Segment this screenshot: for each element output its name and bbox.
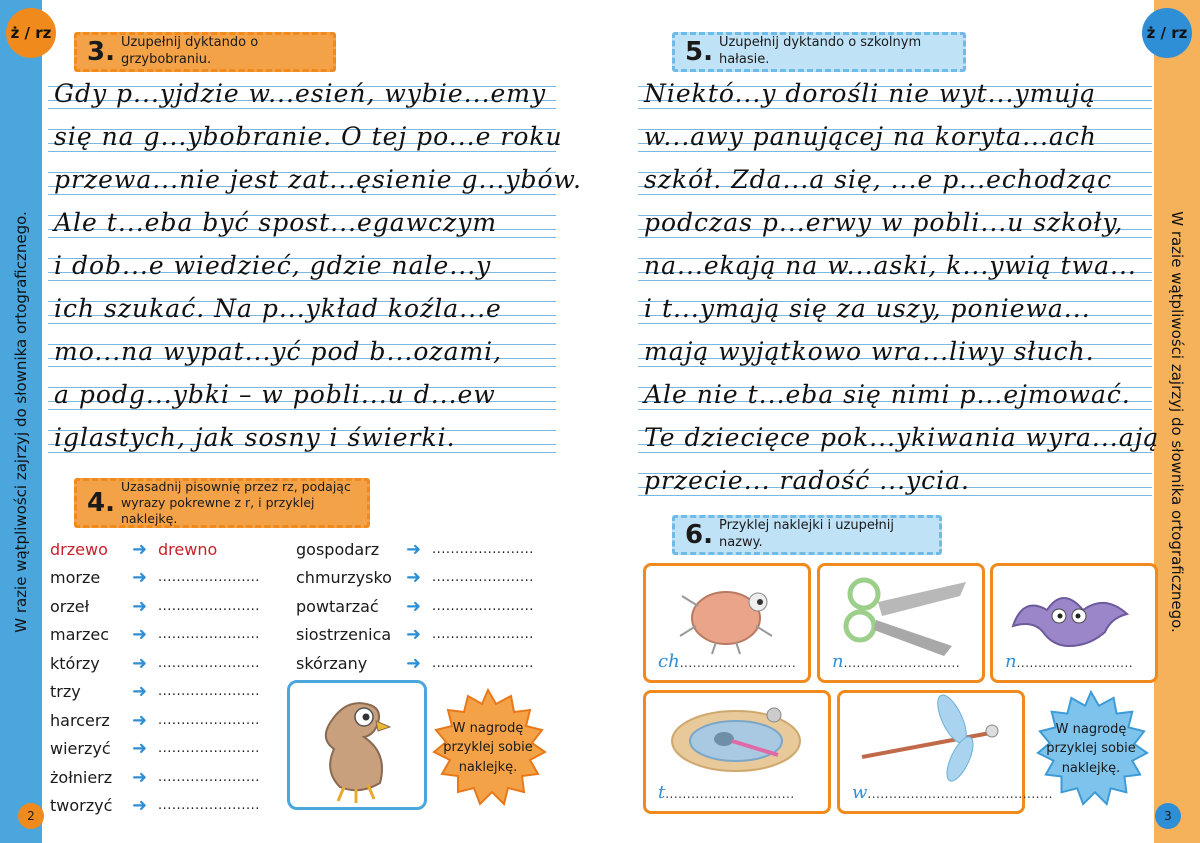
answer-start: n	[1005, 651, 1017, 672]
list-item	[50, 564, 280, 593]
list-item	[50, 535, 280, 564]
dictation-line: przecie... radość ...ycia.	[644, 466, 970, 495]
task5-header	[672, 32, 966, 72]
answer-line[interactable]	[852, 782, 1053, 803]
reward-text: W nagrodę przyklej sobie naklejkę.	[1046, 721, 1136, 776]
arrow-right-icon: ➜	[406, 624, 422, 646]
right-side-hint: W razie wątpliwości zajrzyj do słownika ortograficznego.	[1168, 210, 1186, 633]
answer-field[interactable]: ......................	[158, 741, 260, 757]
dictation-line: mają wyjątkowo wra...liwy słuch.	[644, 337, 1095, 366]
dictation-line: na...ekają na w...aski, k...ywią twa...	[644, 251, 1137, 280]
dictation-line: ich szukać. Na p...ykład koźla...e	[54, 294, 502, 323]
dictation-line: Ale nie t...eba się nimi p...ejmować.	[644, 380, 1131, 409]
dictation-line: podczas p...erwy w pobli...u szkoły,	[644, 208, 1124, 237]
reward-sticker-badge-right	[1032, 690, 1150, 808]
list-item	[50, 649, 280, 678]
answer-line[interactable]	[658, 782, 795, 803]
list-item	[50, 592, 280, 621]
arrow-right-icon: ➜	[132, 795, 148, 817]
dictation-line: Ale t...eba być spost...egawczym	[54, 208, 498, 237]
list-item	[296, 649, 560, 678]
answer-field[interactable]: ......................	[158, 684, 260, 700]
arrow-right-icon: ➜	[406, 595, 422, 617]
task3-number: 3.	[87, 37, 115, 67]
word: wierzyć	[50, 739, 111, 759]
word: marzec	[50, 625, 110, 645]
beetle-icon	[646, 566, 808, 656]
list-item	[296, 535, 560, 564]
arrow-right-icon: ➜	[132, 709, 148, 731]
word: harcerz	[50, 710, 110, 730]
arrow-right-icon: ➜	[406, 652, 422, 674]
answer-field[interactable]: ......................	[432, 570, 534, 586]
word: siostrzenica	[296, 625, 392, 645]
word: drzewo	[50, 539, 108, 559]
word: trzy	[50, 682, 81, 702]
word: skórzany	[296, 653, 368, 673]
task4-column-2	[296, 535, 560, 678]
arrow-right-icon: ➜	[132, 766, 148, 788]
arrow-right-icon: ➜	[132, 595, 148, 617]
answer-dots: ...........................	[1016, 656, 1134, 670]
page-number-left: 2	[18, 803, 44, 829]
answer-field[interactable]: ......................	[158, 570, 260, 586]
task4-number: 4.	[87, 488, 115, 518]
answer-field[interactable]: ......................	[158, 627, 260, 643]
eagle-icon	[290, 683, 424, 807]
dictation-line: przewa...nie jest zat...ęsienie g...ybów.	[54, 165, 582, 194]
task5-dictation	[638, 78, 1160, 508]
answer-line[interactable]	[832, 651, 960, 672]
task4-instruction: Uzasadnij pisownię przez rz, podając wyrazy pokrewne z r, i przyklej naklejkę.	[120, 478, 351, 527]
answer-field[interactable]: ......................	[158, 769, 260, 785]
arrow-right-icon: ➜	[406, 567, 422, 589]
word: gospodarz	[296, 539, 380, 559]
answer-dots: ...........................	[843, 656, 961, 670]
dragonfly-icon	[840, 693, 1022, 787]
answer-line[interactable]	[658, 651, 796, 672]
arrow-right-icon: ➜	[132, 681, 148, 703]
task5-number: 5.	[685, 37, 713, 67]
answer-dots: ..............................	[665, 787, 795, 801]
answer-start: n	[832, 651, 844, 672]
answer-field[interactable]: ......................	[158, 598, 260, 614]
arrow-right-icon: ➜	[132, 624, 148, 646]
plate-icon	[646, 693, 828, 787]
task6-instruction: Przyklej naklejki i uzupełnij nazwy.	[718, 518, 895, 550]
dictation-line: się na g...ybobranie. O tej po...e roku	[54, 122, 563, 151]
left-side-stripe	[0, 0, 42, 843]
dictation-line: mo...na wypat...yć pod b...ozami,	[54, 337, 503, 366]
picture-box-bug[interactable]	[643, 563, 811, 683]
answer-field[interactable]: ......................	[432, 598, 534, 614]
topic-badge-left: ż / rz	[6, 8, 56, 58]
answer-field[interactable]: ......................	[432, 541, 534, 557]
task6-number: 6.	[685, 520, 713, 550]
word: chmurzysko	[296, 568, 392, 588]
picture-box-bat[interactable]	[990, 563, 1158, 683]
topic-badge-right: ż / rz	[1142, 8, 1192, 58]
arrow-right-icon: ➜	[132, 567, 148, 589]
list-item	[296, 564, 560, 593]
list-item	[50, 735, 280, 764]
dictation-line: Te dziecięce pok...ykiwania wyra...ają	[644, 423, 1160, 452]
answer-field[interactable]: ......................	[158, 655, 260, 671]
answer-dots: ...........................	[679, 656, 797, 670]
reward-sticker-badge-left	[428, 688, 548, 808]
list-item	[296, 592, 560, 621]
task4-header	[74, 478, 370, 528]
word: orzeł	[50, 596, 90, 616]
scissors-icon	[820, 566, 982, 656]
task3-dictation	[48, 78, 582, 470]
task6-header	[672, 515, 942, 555]
word: którzy	[50, 653, 100, 673]
dictation-line: Gdy p...yjdzie w...esień, wybie...emy	[54, 79, 547, 108]
task3-header	[74, 32, 336, 72]
answer-start: w	[852, 782, 868, 803]
list-item	[50, 763, 280, 792]
picture-box-plate[interactable]	[643, 690, 831, 814]
list-item	[50, 678, 280, 707]
right-side-stripe	[1154, 0, 1200, 843]
list-item	[50, 621, 280, 650]
task3-instruction: Uzupełnij dyktando o grzybobraniu.	[120, 35, 259, 67]
answer-line[interactable]	[1005, 651, 1133, 672]
arrow-right-icon: ➜	[406, 538, 422, 560]
word: powtarzać	[296, 596, 379, 616]
list-item	[50, 706, 280, 735]
page-number-right: 3	[1155, 803, 1181, 829]
answer-field[interactable]: drewno	[158, 539, 218, 559]
task5-instruction: Uzupełnij dyktando o szkolnym hałasie.	[718, 35, 922, 67]
dictation-line: szkół. Zda...a się, ...e p...echodząc	[644, 165, 1113, 194]
task4-column-1	[50, 535, 280, 820]
arrow-right-icon: ➜	[132, 652, 148, 674]
dictation-line: a podg...ybki – w pobli...u d...ew	[54, 380, 496, 409]
arrow-right-icon: ➜	[132, 738, 148, 760]
picture-box-dragonfly[interactable]	[837, 690, 1053, 814]
arrow-right-icon: ➜	[132, 538, 148, 560]
dictation-line: w...awy panującej na koryta...ach	[644, 122, 1097, 151]
dictation-line: iglastych, jak sosny i świerki.	[54, 423, 456, 452]
list-item	[50, 792, 280, 821]
answer-start: t	[658, 782, 666, 803]
answer-field[interactable]: ......................	[158, 798, 260, 814]
reward-text: W nagrodę przyklej sobie naklejkę.	[443, 720, 533, 775]
dictation-line: i t...ymają się za uszy, poniewa...	[644, 294, 1091, 323]
word: morze	[50, 568, 101, 588]
word: tworzyć	[50, 796, 113, 816]
left-side-hint: W razie wątpliwości zajrzyj do słownika ortograficznego.	[12, 210, 30, 633]
eagle-sticker-box[interactable]	[287, 680, 427, 810]
dictation-line: Niektó...y dorośli nie wyt...ymują	[644, 79, 1097, 108]
dictation-line: i dob...e wiedzieć, gdzie nale...y	[54, 251, 492, 280]
answer-field[interactable]: ......................	[432, 655, 534, 671]
list-item	[296, 621, 560, 650]
answer-field[interactable]: ......................	[158, 712, 260, 728]
bat-icon	[993, 566, 1155, 656]
answer-dots: ...........................................	[867, 787, 1053, 801]
word: żołnierz	[50, 767, 113, 787]
picture-box-scissors[interactable]	[817, 563, 985, 683]
answer-start: ch	[658, 651, 680, 672]
answer-field[interactable]: ......................	[432, 627, 534, 643]
